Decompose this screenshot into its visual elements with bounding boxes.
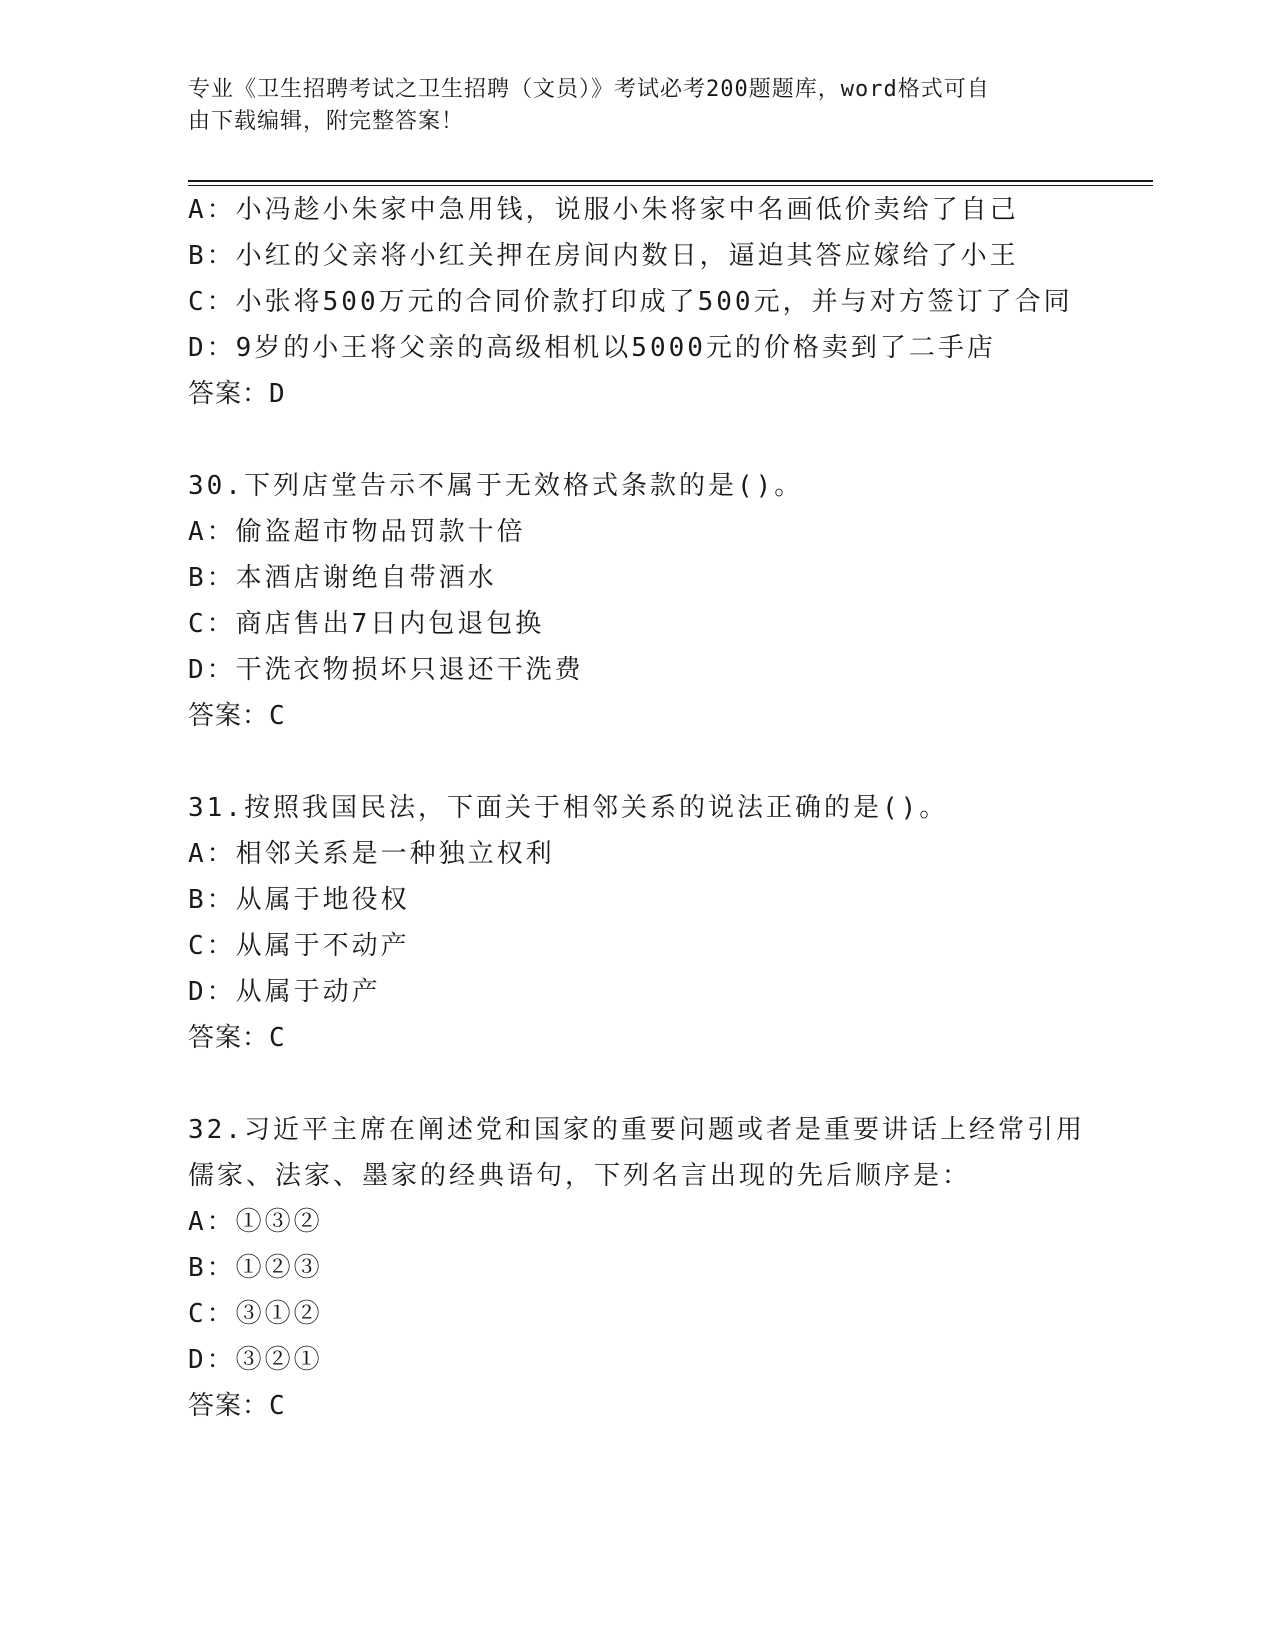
question-29 — [188, 187, 1088, 417]
option-a: A：相邻关系是一种独立权利 — [188, 839, 555, 869]
option-a: A：偷盗超市物品罚款十倍 — [188, 517, 526, 547]
question-30 — [188, 463, 1088, 739]
option-c: C：③①② — [188, 1299, 323, 1329]
option-a: A：①③② — [188, 1207, 323, 1237]
question-stem: 30.下列店堂告示不属于无效格式条款的是()。 — [188, 471, 804, 501]
header-divider-thick — [188, 180, 1153, 182]
answer: 答案：D — [188, 379, 286, 409]
option-c: C：小张将500万元的合同价款打印成了500元，并与对方签订了合同 — [188, 287, 1073, 317]
header-divider-thin — [188, 185, 1153, 186]
option-b: B：从属于地役权 — [188, 885, 410, 915]
question-stem-line-2: 儒家、法家、墨家的经典语句，下列名言出现的先后顺序是： — [188, 1161, 972, 1191]
question-stem: 31.按照我国民法，下面关于相邻关系的说法正确的是()。 — [188, 793, 949, 823]
document-header — [188, 74, 1088, 138]
header-line-2: 由下载编辑，附完整答案！ — [188, 109, 465, 134]
option-d: D：从属于动产 — [188, 977, 381, 1007]
question-31 — [188, 785, 1088, 1061]
question-stem-line-1: 32.习近平主席在阐述党和国家的重要问题或者是重要讲话上经常引用 — [188, 1115, 1085, 1145]
option-b: B：①②③ — [188, 1253, 323, 1283]
answer: 答案：C — [188, 701, 286, 731]
option-d: D：干洗衣物损坏只退还干洗费 — [188, 655, 584, 685]
answer: 答案：C — [188, 1391, 286, 1421]
option-a: A：小冯趁小朱家中急用钱，说服小朱将家中名画低价卖给了自己 — [188, 195, 1019, 225]
question-32 — [188, 1107, 1088, 1429]
question-list — [188, 187, 1088, 1429]
answer: 答案：C — [188, 1023, 286, 1053]
option-c: C：商店售出7日内包退包换 — [188, 609, 545, 639]
option-d: D：③②① — [188, 1345, 323, 1375]
option-c: C：从属于不动产 — [188, 931, 410, 961]
option-d: D：9岁的小王将父亲的高级相机以5000元的价格卖到了二手店 — [188, 333, 996, 363]
option-b: B：本酒店谢绝自带酒水 — [188, 563, 497, 593]
option-b: B：小红的父亲将小红关押在房间内数日，逼迫其答应嫁给了小王 — [188, 241, 1019, 271]
header-line-1: 专业《卫生招聘考试之卫生招聘（文员）》考试必考200题题库，word格式可自 — [188, 77, 990, 102]
